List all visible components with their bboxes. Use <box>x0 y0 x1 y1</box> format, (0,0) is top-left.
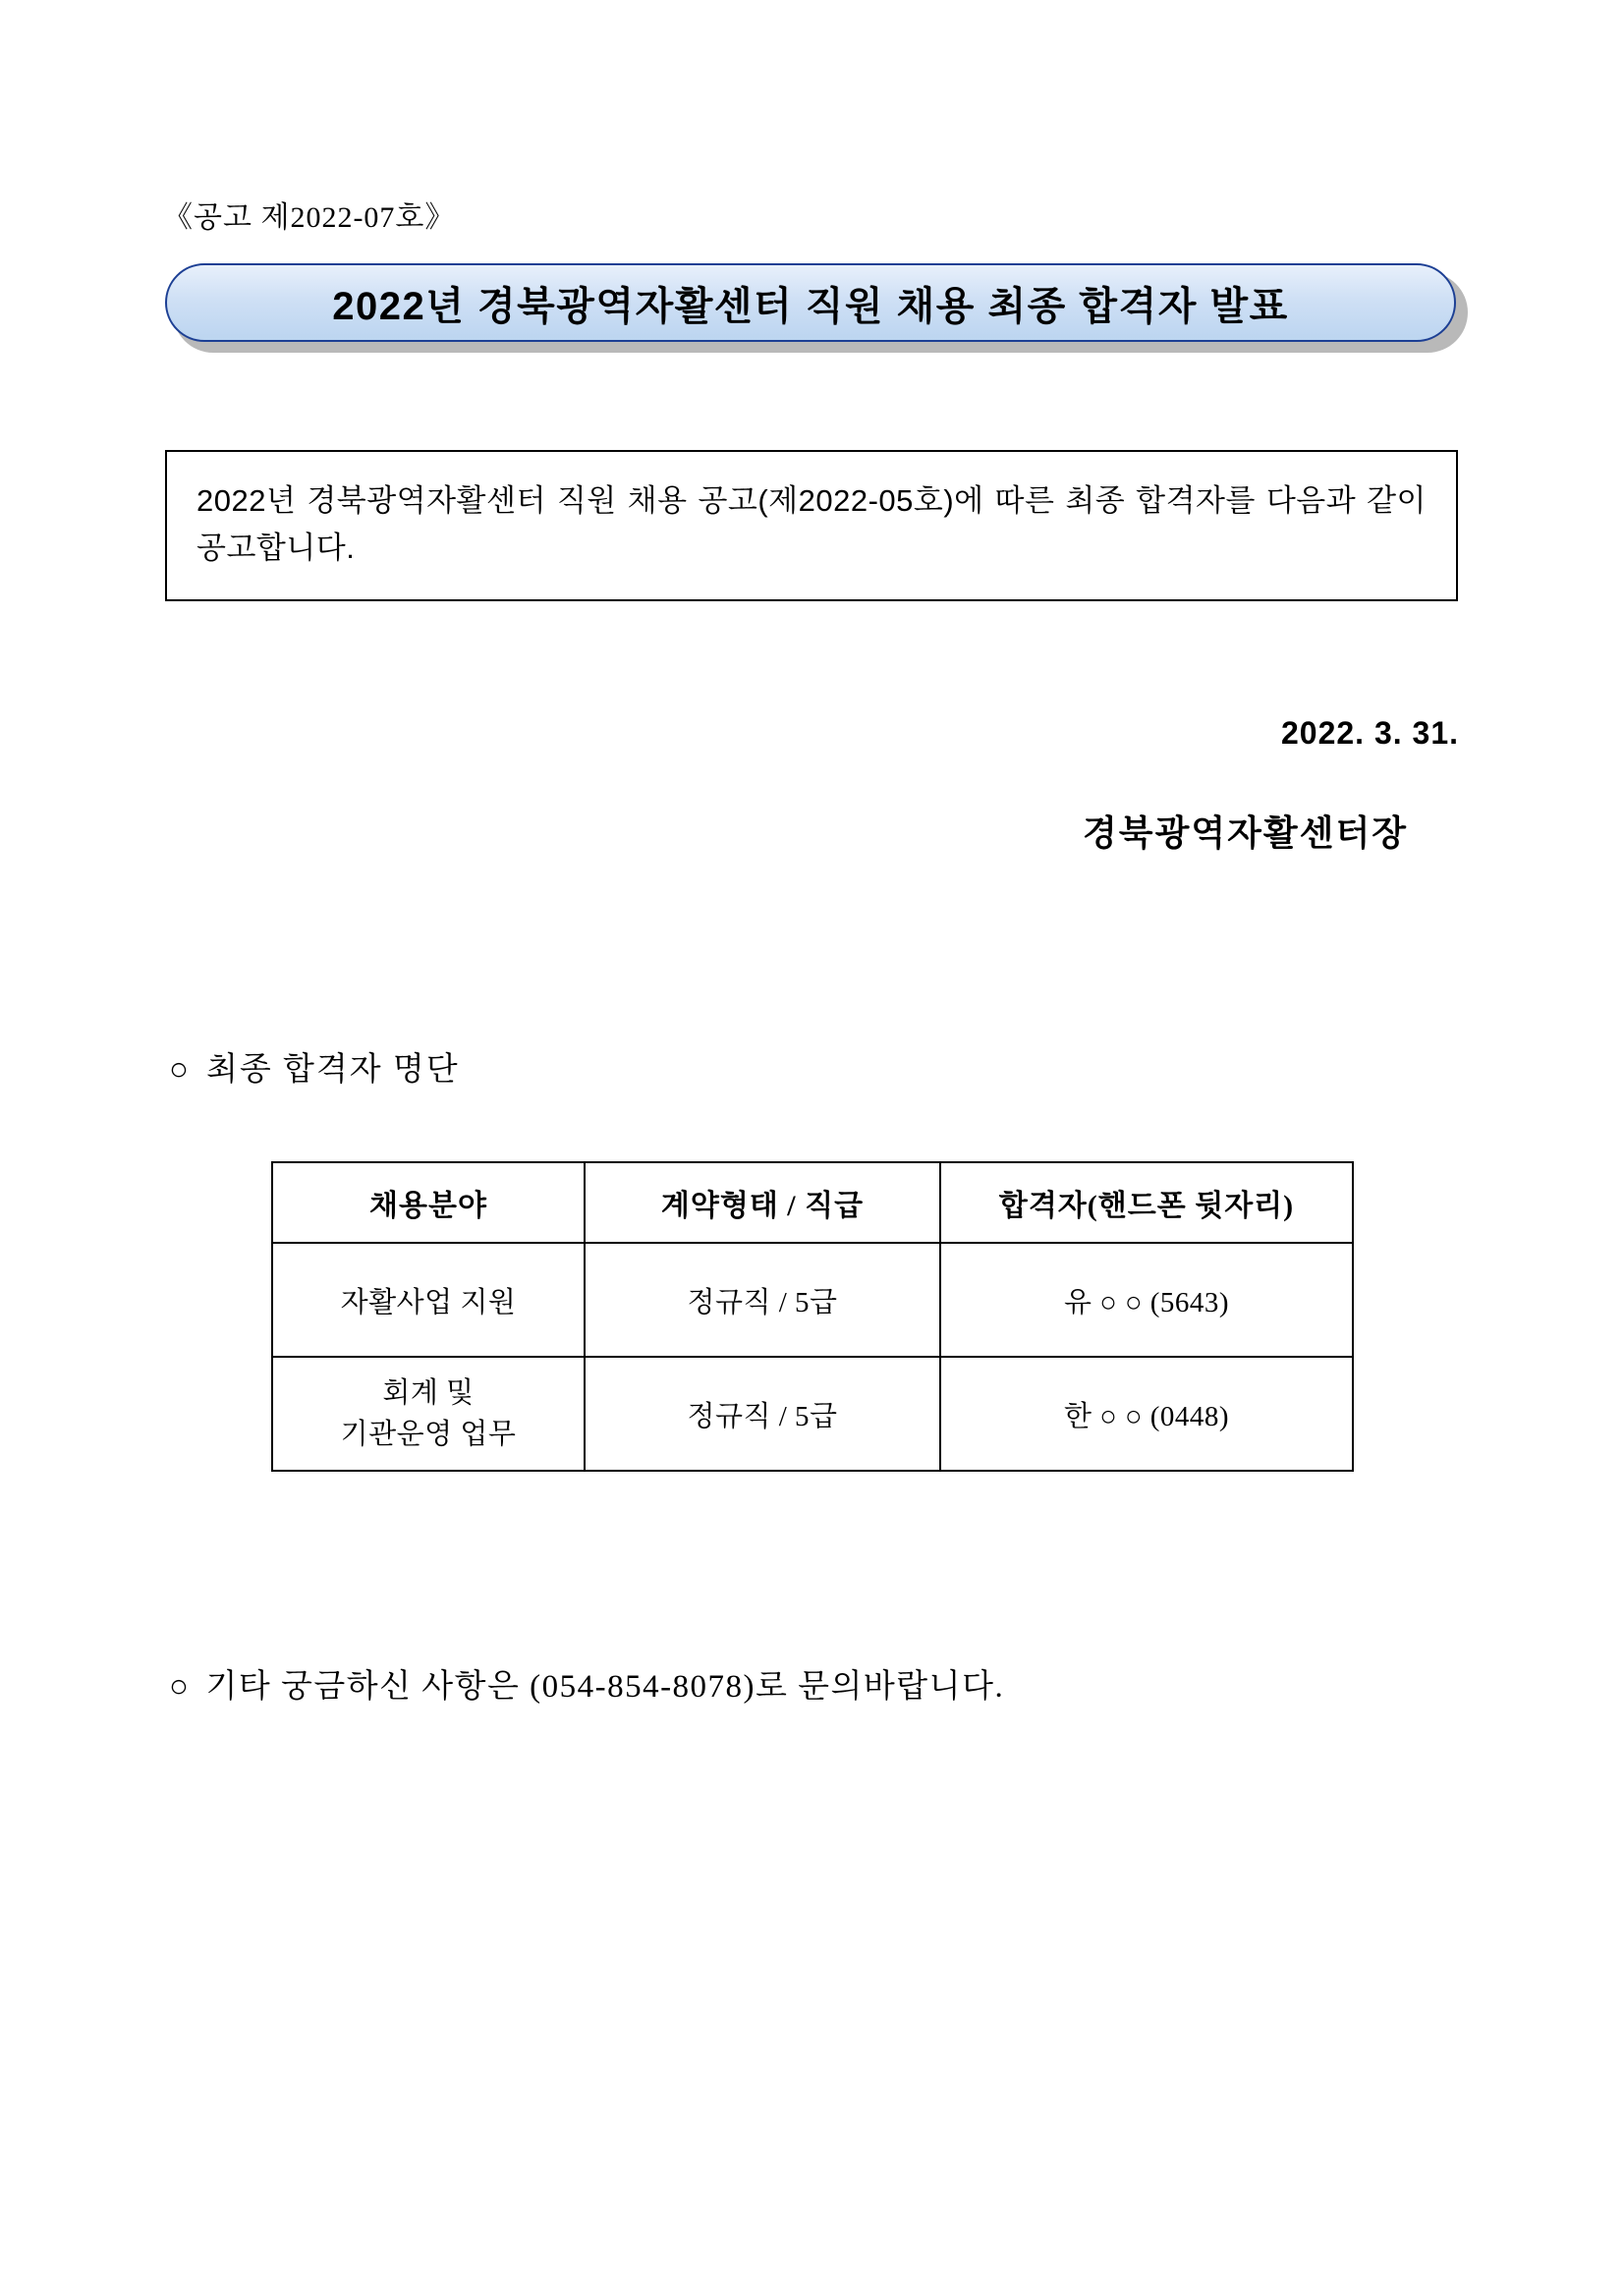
issuer-name: 경북광역자활센터장 <box>1083 812 1408 853</box>
cell-field-line2: 기관운영 업무 <box>340 1419 517 1450</box>
section-heading-label: 최종 합격자 명단 <box>205 1052 460 1088</box>
results-table <box>271 1161 1354 1472</box>
table-row <box>272 1357 1353 1471</box>
table-row <box>272 1243 1353 1357</box>
cell-name: 한 ○ ○ (0448) <box>940 1357 1353 1471</box>
circle-bullet-icon: ○ <box>169 1669 191 1705</box>
cell-contract: 정규직 / 5급 <box>585 1243 940 1357</box>
notice-number: 《공고 제2022-07호》 <box>163 201 456 234</box>
intro-box <box>165 450 1458 601</box>
intro-paragraph: 2022년 경북광역자활센터 직원 채용 공고(제2022-05호)에 따른 최종 합격자를 다음과 같이 공고합니다. <box>196 483 1427 566</box>
results-table-wrap <box>271 1161 1352 1472</box>
circle-bullet-icon: ○ <box>169 1052 191 1088</box>
cell-field <box>272 1357 585 1471</box>
section-heading <box>169 1043 460 1090</box>
footer-note-label: 기타 궁금하신 사항은 (054-854-8078)로 문의바랍니다. <box>205 1669 1005 1705</box>
table-header-name: 합격자(핸드폰 뒷자리) <box>940 1162 1353 1243</box>
cell-field-line1: 회계 및 <box>382 1376 475 1409</box>
title-banner-wrap <box>165 263 1460 348</box>
footer-note <box>169 1660 1004 1707</box>
table-header-field: 채용분야 <box>272 1162 585 1243</box>
cell-contract: 정규직 / 5급 <box>585 1357 940 1471</box>
title-banner <box>165 263 1456 342</box>
page-title: 2022년 경북광역자활센터 직원 채용 최종 합격자 발표 <box>332 284 1289 328</box>
table-header-row <box>272 1162 1353 1243</box>
cell-field: 자활사업 지원 <box>272 1243 585 1357</box>
table-header-contract: 계약형태 / 직급 <box>585 1162 940 1243</box>
cell-name: 유 ○ ○ (5643) <box>940 1243 1353 1357</box>
issue-date: 2022. 3. 31. <box>1280 715 1459 751</box>
